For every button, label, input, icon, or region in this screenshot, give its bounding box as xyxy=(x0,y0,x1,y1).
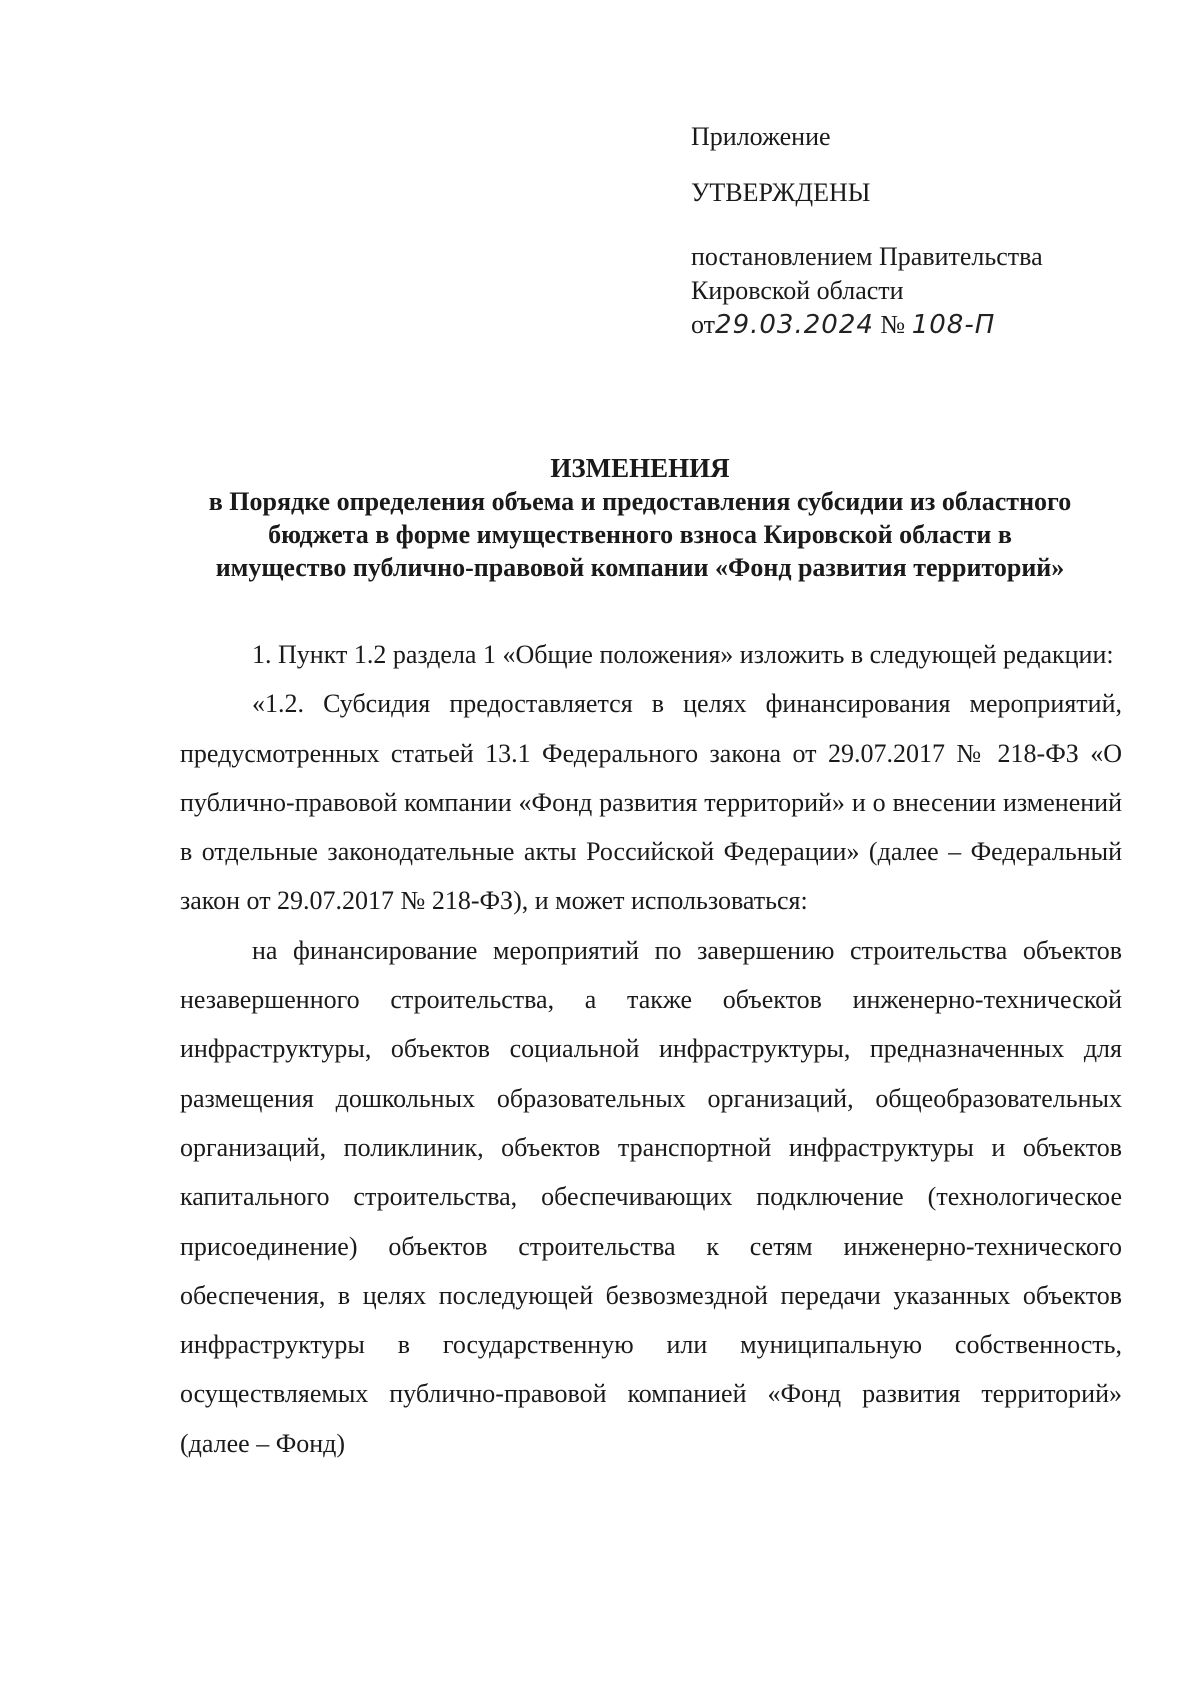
document-title xyxy=(160,452,1120,584)
title-line-3: имущество публично-правовой компании «Фонд развития территорий» xyxy=(215,553,1065,582)
approval-block xyxy=(691,120,1151,342)
decree-date-number xyxy=(691,308,1151,342)
approved-by-line-2: Кировской области xyxy=(691,276,904,305)
title-line-1: в Порядке определения объема и предоставления субсидии из областного xyxy=(208,487,1072,516)
approved-label: УТВЕРЖДЕНЫ xyxy=(691,178,871,207)
decree-number: 108-П xyxy=(911,310,996,340)
approved-by-line-1: постановлением Правительства xyxy=(691,242,1043,271)
title-line-2: бюджета в форме имущественного взноса Кировской области в xyxy=(268,520,1012,549)
paragraph-2: «1.2. Субсидия предоставляется в целях финансирования мероприятий, предусмотренных статьей 13.1 Федерального закона от 29.07.2017 № 218-ФЗ «О публично-правовой компании «Фонд развития территорий» и о внесении изменений в отдельные законодательные акты Российской Федерации» (далее – Федеральный закон от 29.07.2017 № 218-ФЗ), и может использоваться: xyxy=(180,689,1122,916)
decree-date: 29.03.2024 xyxy=(715,310,874,340)
paragraph-3: на финансирование мероприятий по завершению строительства объектов незавершенного строительства, а также объектов инженерно-технической инфраструктуры, объектов социальной инфраструктуры, предназначенных для размещения дошкольных образовательных организаций, общеобразовательных организаций, поликлиник, объектов транспортной инфраструктуры и объектов капитального строительства, обеспечивающих подключение (технологическое присоединение) объектов строительства к сетям инженерно-технического обеспечения, в целях последующей безвозмездной передачи указанных объектов инфраструктуры в государственную или муниципальную собственность, осуществляемых публично-правовой компанией «Фонд развития территорий» (далее – Фонд) xyxy=(180,935,1122,1458)
date-prefix: от xyxy=(691,310,716,339)
paragraph-1: 1. Пункт 1.2 раздела 1 «Общие положения» изложить в следующей редакции: xyxy=(252,640,1114,669)
title-heading: ИЗМЕНЕНИЯ xyxy=(550,453,730,483)
document-body xyxy=(180,630,1122,1468)
number-prefix: № xyxy=(880,310,906,339)
appendix-label: Приложение xyxy=(691,122,831,151)
